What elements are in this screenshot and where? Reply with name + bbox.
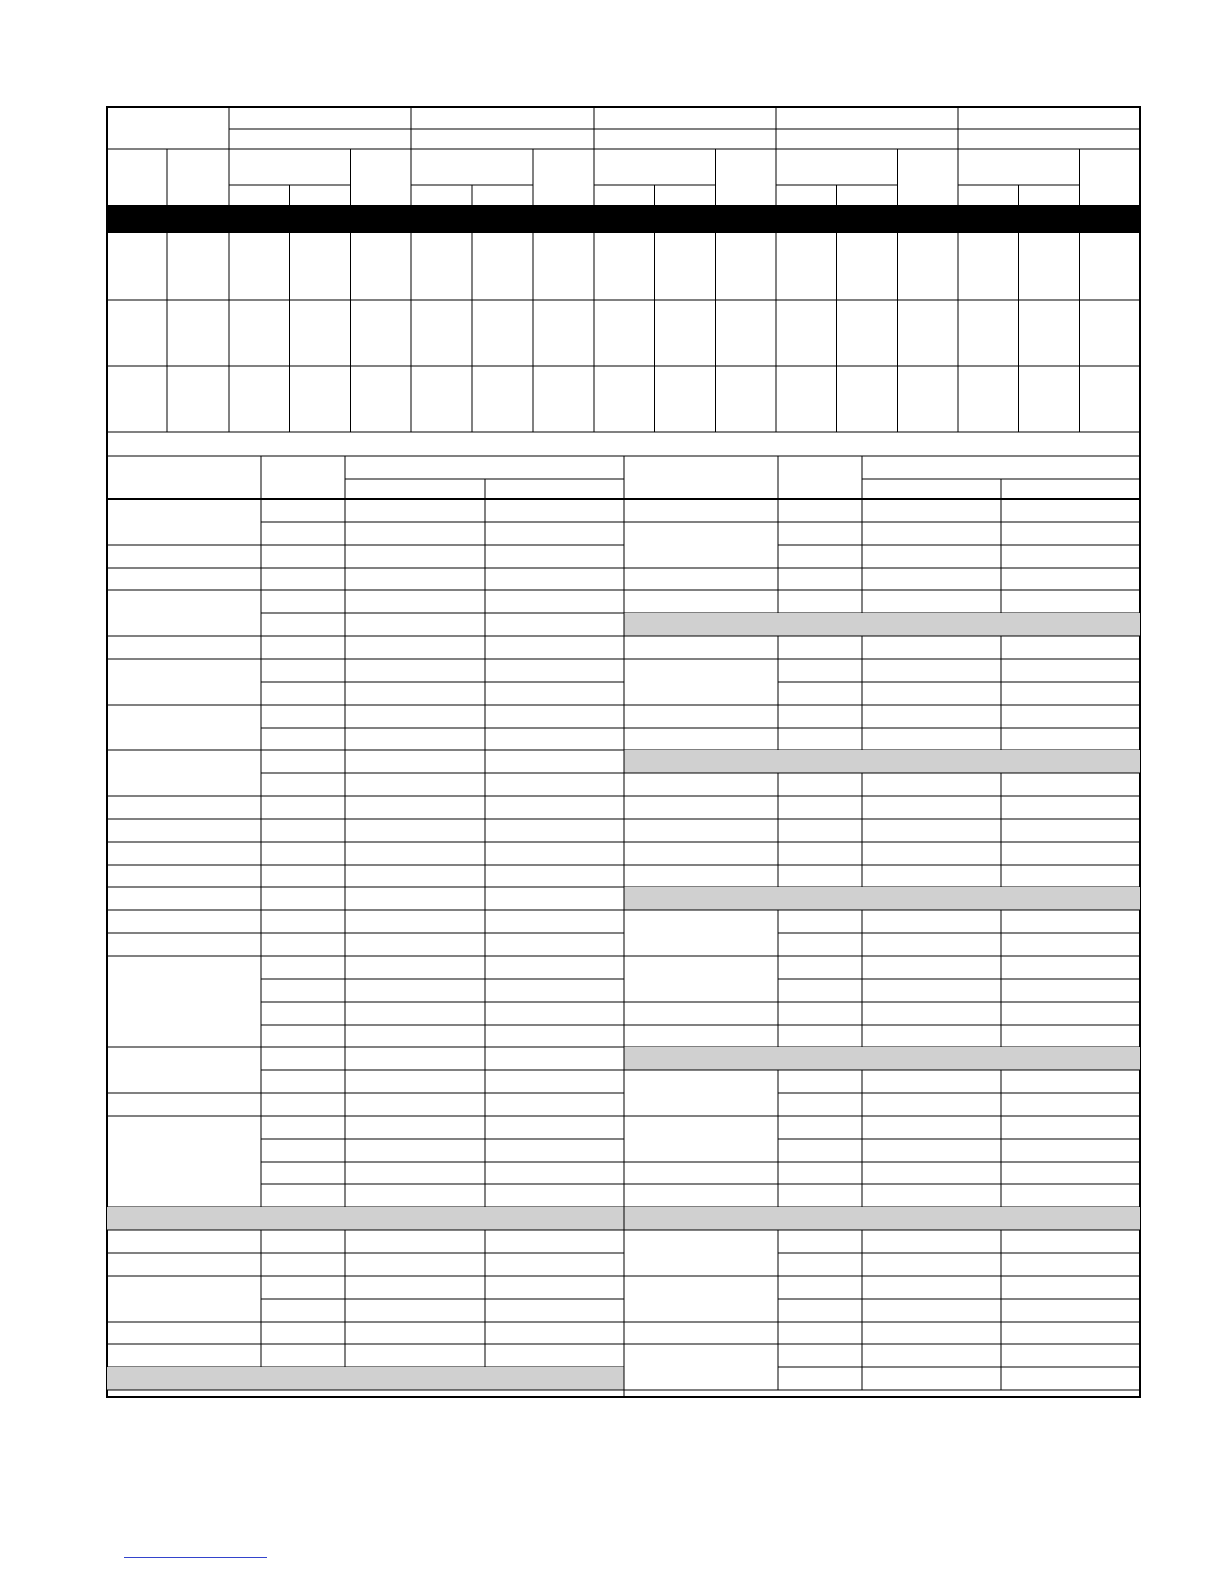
- right-shaded-row: [624, 750, 1140, 773]
- left-shaded-row: [107, 1367, 624, 1390]
- right-shaded-row: [624, 613, 1140, 636]
- right-shaded-row: [624, 1207, 1140, 1230]
- footer-link-rule: [124, 1557, 267, 1558]
- header-band: [107, 205, 1140, 233]
- lower-table: [107, 456, 1140, 1397]
- right-shaded-row: [624, 887, 1140, 910]
- left-shaded-row: [107, 1207, 624, 1230]
- right-shaded-row: [624, 1047, 1140, 1070]
